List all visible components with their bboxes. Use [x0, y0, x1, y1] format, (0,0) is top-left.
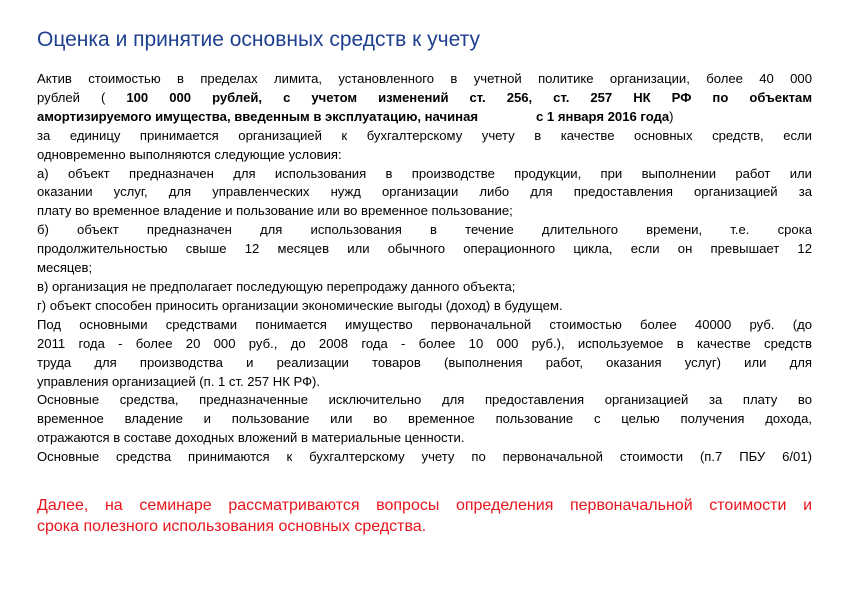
- text-fragment-bold: с учетом изменений ст. 256, ст. 257 НК РФ по объектам: [283, 89, 813, 105]
- text-line: плату во временное владение и пользование или во временное пользование;: [37, 203, 513, 219]
- text-fragment-bold: амортизируемого имущества, введенным в эксплуатацию, начиная: [37, 108, 478, 124]
- text-line: оказании услуг, для управленческих нужд организации либо для предоставления организацией за: [37, 184, 812, 200]
- text-line: месяцев;: [37, 260, 93, 276]
- text-line-bold-mixed: [37, 89, 812, 108]
- text-line: Основные средства, предназначенные исключительно для предоставления организацией за плату во: [37, 392, 812, 408]
- text-line: Под основными средствами понимается имущество первоначальной стоимостью более 40000 руб. (до: [37, 316, 812, 332]
- text-line: за единицу принимается организацией к бухгалтерскому учету в качестве основных средств, если: [37, 127, 812, 143]
- text-line: одновременно выполняются следующие условия:: [37, 146, 342, 162]
- text-line: управления организацией (п. 1 ст. 257 НК РФ).: [37, 373, 321, 389]
- text-fragment-bold: с 1 января 2016 года: [536, 108, 670, 124]
- text-fragment: рублей (: [37, 89, 106, 105]
- footer-note: [37, 495, 812, 537]
- footer-line: срока полезного использования основных средства.: [37, 518, 427, 535]
- text-fragment: ): [669, 108, 674, 124]
- text-line: труда для производства и реализации товаров (выполнения работ, оказания услуг) или для: [37, 354, 812, 370]
- text-line: а) объект предназначен для использования в производстве продукции, при выполнении работ или: [37, 165, 812, 181]
- slide-title: Оценка и принятие основных средств к учету: [37, 28, 480, 51]
- body-text: [37, 70, 812, 467]
- text-line: б) объект предназначен для использования в течение длительного времени, т.е. срока: [37, 222, 812, 238]
- footer-line: Далее, на семинаре рассматриваются вопросы определения первоначальной стоимости и: [37, 497, 812, 514]
- text-line: Основные средства принимаются к бухгалтерскому учету по первоначальной стоимости (п.7 ПБУ 6/01): [37, 449, 812, 465]
- text-line: временное владение и пользование или во временное пользование с целью получения дохода,: [37, 411, 812, 427]
- text-line-bold: [37, 108, 812, 127]
- text-line: отражаются в составе доходных вложений в материальные ценности.: [37, 430, 465, 446]
- text-line: Актив стоимостью в пределах лимита, установленного в учетной политике организации, более 40 000: [37, 71, 812, 86]
- text-line: 2011 года - более 20 000 руб., до 2008 года - более 10 000 руб.), используемое в качестве средств: [37, 335, 812, 351]
- text-line: продолжительностью свыше 12 месяцев или обычного операционного цикла, если он превышает 12: [37, 241, 812, 257]
- text-line: в) организация не предполагает последующую перепродажу данного объекта;: [37, 278, 516, 294]
- text-fragment-bold: 100 000 рублей,: [126, 89, 263, 105]
- text-line: г) объект способен приносить организации экономические выгоды (доход) в будущем.: [37, 297, 563, 313]
